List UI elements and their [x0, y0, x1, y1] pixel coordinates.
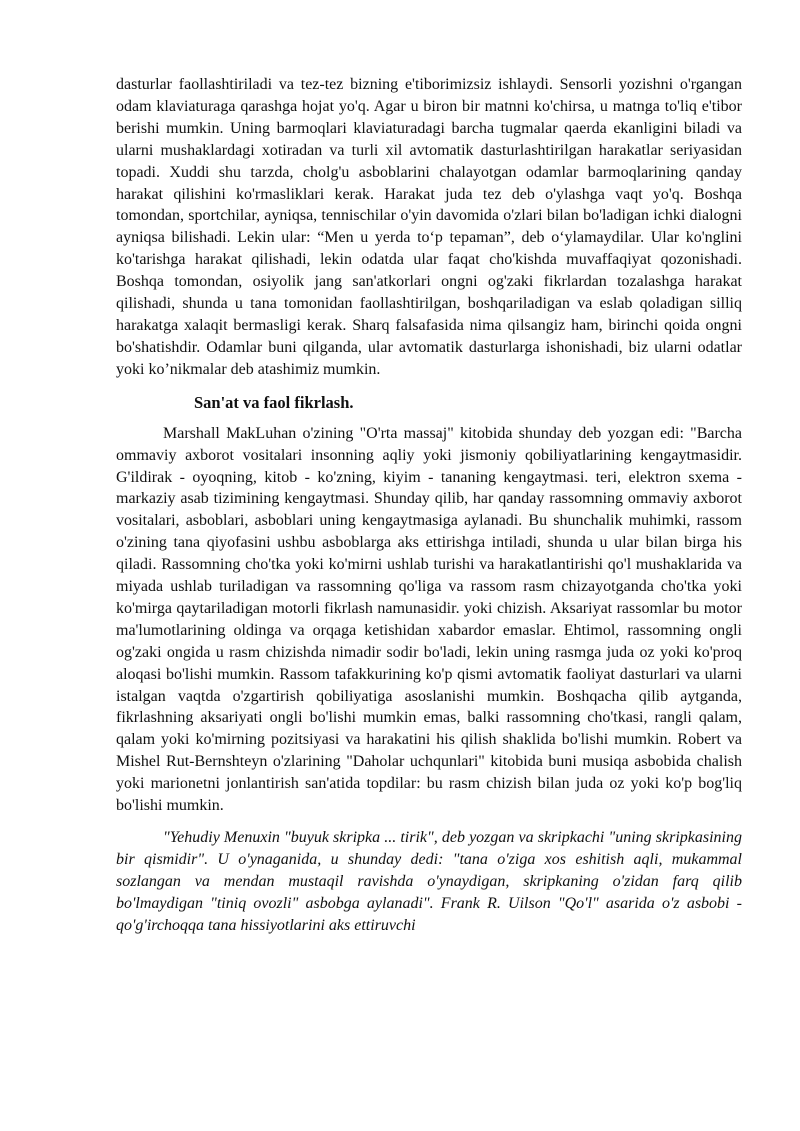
section-heading: San'at va faol fikrlash. — [194, 392, 354, 412]
body-paragraph-2: Marshall MakLuhan o'zining "O'rta massaj" kitobida shunday deb yozgan edi: "Barcha ommaviy axborot vositalari insonning aqliy yoki jismoniy qobiliyatlarining kengaytmasidir. G'ildirak - oyoqning, kitob - ko'zning, kiyim - tananing kengaytmasi. teri, elektron sxema - markaziy asab tizimining kengaytmasi. Shunday qilib, har qanday rassomning ommaviy axborot vositalari, asboblari, asboblari uning kengaytmasiga aylanadi. Bu shunchalik muhimki, rassom o'zining tana qiyofasini ushbu asboblarga aks ettirishga intiladi, shunda u ular bilan birga his qiladi. Rassomning cho'tka yoki ko'mirni ushlab turishi va harakatlantirishi qo'l mushaklarida va miyada ushlab turiladigan va rassomning qo'liga va rassom rasm chizayotganda cho'tka yoki ko'mirga qaytariladigan motorli fikrlash namunasidir. yoki chizish. Aksariyat rassomlar bu motor ma'lumotlarining oldinga va orqaga ketishidan xabardor emaslar. Ehtimol, rassomning ongli og'zaki ongida u rasm chizishda nimadir sodir bo'ladi, lekin uning rasmga juda oz yoki ko'proq aloqasi bo'lishi mumkin. Rassom tafakkurining ko'p qismi avtomatik faoliyat dasturlari va ularni istalgan vaqtda o'zgartirish qobiliyatiga asoslanishi mumkin. Boshqacha qilib aytganda, fikrlashning aksariyati ongli bo'lishi mumkin emas, balki rassomning cho'tkasi, rangli qalam, qalam yoki ko'mirning pozitsiyasi va harakatini his qilish shaklida bo'lishi mumkin. Robert va Mishel Rut-Bernshteyn o'zlarining "Daholar uchqunlari" kitobida buni musiqa asbobida chalish yoki marionetni jonlantirish san'atida topdilar: bu rasm chizish bilan juda oz yoki ko'p bog'liq bo'lishi mumkin. — [116, 424, 742, 815]
document-page — [116, 74, 742, 937]
quote-paragraph: "Yehudiy Menuxin "buyuk skripka ... tirik", deb yozgan va skripkachi "uning skripkasining bir qismidir". U o'ynaganida, u shunday dedi: "tana o'ziga xos eshitish aqli, mukammal sozlangan va mendan mustaqil ravishda o'ynaydigan, skripkaning o'zidan farq qilib bo'lmaydigan "tiniq ovozli" asbobga aylanadi". Frank R. Uilson "Qo'l" asarida o'z asbobi - qo'g'irchoqqa tana hissiyotlarini aks ettiruvchi — [116, 829, 742, 934]
body-paragraph-1: dasturlar faollashtiriladi va tez-tez bizning e'tiborimizsiz ishlaydi. Sensorli yozishni o'rgangan odam klaviaturaga qarashga hojat yo'q. Agar u biron bir matnni ko'chirsa, u matnga to'liq e'tibor berishi mumkin. Uning barmoqlari klaviaturadagi barcha tugmalar qaerda ekanligini biladi va ularni mushaklardagi xotiradan va turli xil avtomatik dasturlashtirilgan harakatlar seriyasidan topadi. Xuddi shu tarzda, cholg'u asboblarini chalayotgan odamlar barmoqlarining qanday harakat qilishini ko'rmasliklari kerak. Harakat juda tez deb o'ylashga vaqt yo'q. Boshqa tomondan, sportchilar, ayniqsa, tennischilar o'yin davomida o'zlari bilan bo'ladigan ichki dialogni ayniqsa bilishadi. Lekin ular: “Men u yerda to‘p tepaman”, deb o‘ylamaydilar. Ular ko'nglini ko'tarishga harakat qilishadi, lekin odatda ular faqat cho'kishda muvaffaqiyat qozonishadi. Boshqa tomondan, osiyolik jang san'atkorlari ongni og'zaki fikrlardan tozalashga harakat qilishadi, shunda u tana tomonidan faollashtirilgan, boshqariladigan va eslab qoladigan silliq harakatga xalaqit bermasligi kerak. Sharq falsafasida nima qilsangiz ham, birinchi qoida ongni bo'shatishdir. Odamlar buni qilganda, ular avtomatik dasturlarga ishonishadi, biz ularni odatlar yoki ko’nikmalar deb atashimiz mumkin. — [116, 76, 742, 378]
